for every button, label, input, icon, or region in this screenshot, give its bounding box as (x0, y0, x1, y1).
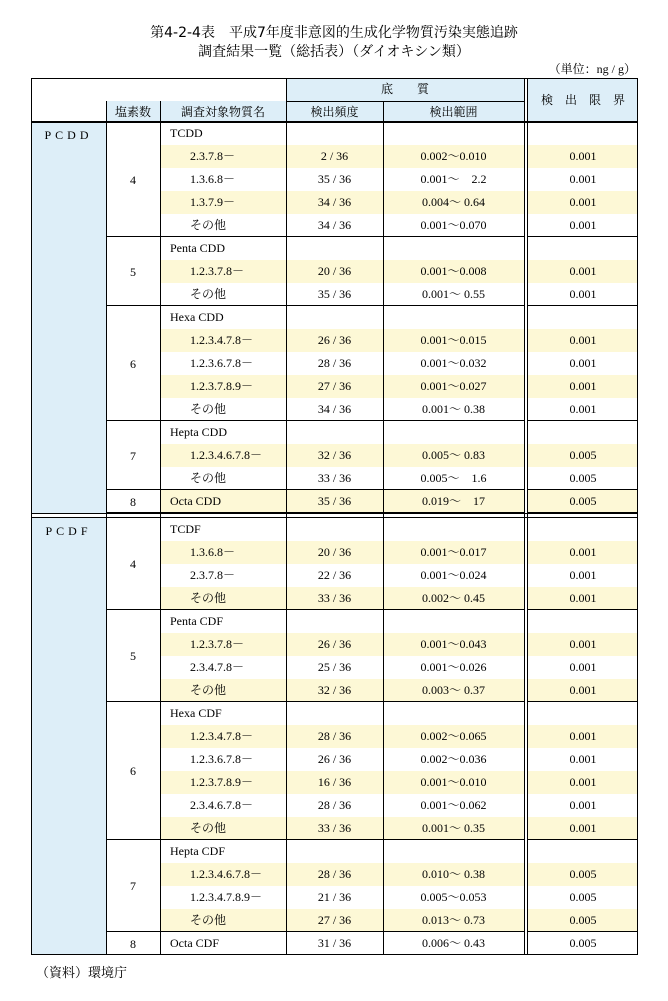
group-divider-limit (528, 420, 638, 421)
substance-name: 1.2.3.4.6.7.8－ (190, 448, 263, 462)
category-band-pcdf (31, 518, 106, 955)
substance-name: 1.2.3.7.8－ (190, 264, 245, 278)
substance-name: その他 (190, 821, 227, 835)
substance-group-label: Penta CDD (170, 241, 225, 255)
detection-frequency: 28 / 36 (317, 867, 352, 881)
detection-frequency: 26 / 36 (317, 752, 352, 766)
substance-name: 1.2.3.7.8.9－ (190, 379, 254, 393)
detection-limit: 0.005 (569, 494, 597, 508)
detection-limit: 0.005 (569, 913, 597, 927)
detection-limit: 0.001 (569, 172, 597, 186)
detection-range: 0.001～0.027 (420, 379, 487, 393)
detection-frequency: 33 / 36 (317, 591, 352, 605)
detection-frequency: 26 / 36 (317, 333, 352, 347)
substance-group-label: TCDD (170, 126, 203, 140)
chlorine-count: 4 (130, 172, 136, 187)
detection-range: 0.001～0.024 (420, 568, 487, 582)
detection-range: 0.001～ 2.2 (420, 172, 487, 186)
group-divider-limit (528, 305, 638, 306)
detection-range: 0.001～0.026 (420, 660, 487, 674)
detection-range: 0.005～0.053 (420, 890, 487, 904)
header-range: 検出範囲 (429, 105, 478, 119)
detection-frequency: 31 / 36 (317, 936, 352, 950)
substance-group-label: TCDF (170, 522, 201, 536)
detection-frequency: 27 / 36 (317, 379, 352, 393)
substance-name: その他 (190, 218, 227, 232)
substance-name: 1.3.7.9－ (190, 195, 236, 209)
detection-range: 0.002～0.010 (420, 149, 487, 163)
detection-frequency: 20 / 36 (317, 264, 352, 278)
header-substance: 調査対象物質名 (180, 105, 265, 119)
table-right-border (637, 78, 638, 955)
detection-range: 0.001～ 0.55 (421, 287, 485, 301)
detection-limit: 0.005 (569, 867, 597, 881)
detection-frequency: 22 / 36 (317, 568, 352, 582)
chlorine-count: 6 (130, 764, 136, 778)
detection-frequency: 26 / 36 (317, 637, 352, 651)
detection-limit: 0.001 (569, 149, 597, 163)
detection-limit: 0.001 (569, 264, 597, 278)
detection-range: 0.001～0.017 (420, 545, 487, 559)
category-separator-bottom (31, 517, 638, 518)
detection-range: 0.004～ 0.64 (421, 195, 485, 209)
category-band-pcdd (31, 122, 106, 513)
column-line (160, 101, 161, 955)
detection-range: 0.001～0.070 (420, 218, 487, 232)
chlorine-count: 5 (130, 649, 136, 663)
substance-name: 1.2.3.6.7.8－ (190, 752, 254, 766)
substance-name: 1.2.3.6.7.8－ (190, 356, 254, 370)
group-divider-limit (528, 931, 638, 932)
detection-range: 0.002～ 0.45 (421, 591, 485, 605)
detection-frequency: 20 / 36 (317, 545, 352, 559)
detection-limit: 0.001 (569, 660, 597, 674)
detection-range: 0.006～ 0.43 (421, 936, 485, 950)
chlorine-count: 4 (130, 557, 136, 571)
detection-frequency: 2 / 36 (320, 149, 349, 163)
substance-group-label: Penta CDF (170, 614, 224, 628)
substance-name: 2.3.4.6.7.8－ (190, 798, 254, 812)
detection-frequency: 21 / 36 (317, 890, 352, 904)
table-title-line2: 調査結果一覧（総括表）（ダイオキシン類） (198, 44, 470, 60)
substance-name: その他 (190, 683, 227, 697)
detection-limit: 0.001 (569, 752, 597, 766)
detection-limit: 0.001 (569, 195, 597, 209)
detection-frequency: 34 / 36 (317, 402, 352, 416)
detection-limit: 0.001 (569, 591, 597, 605)
substance-name: 1.3.6.8－ (190, 172, 236, 186)
unit-label: （単位：ng / g） (548, 62, 636, 76)
substance-name: その他 (190, 402, 227, 416)
substance-name: 2.3.7.8－ (190, 149, 236, 163)
detection-range: 0.003～ 0.37 (421, 683, 485, 697)
substance-group-label: Hepta CDD (170, 425, 227, 439)
chlorine-count: 7 (130, 448, 136, 463)
substance-name: その他 (190, 913, 227, 927)
detection-limit: 0.001 (569, 402, 597, 416)
detection-limit: 0.001 (569, 729, 597, 743)
detection-range: 0.001～ 0.38 (421, 402, 485, 416)
detection-limit: 0.001 (569, 683, 597, 697)
detection-range: 0.002～0.065 (420, 729, 487, 743)
detection-frequency: 28 / 36 (317, 729, 352, 743)
substance-name: その他 (190, 287, 227, 301)
header-chlorine-count: 塩素数 (114, 105, 151, 119)
detection-range: 0.001～0.015 (420, 333, 487, 347)
group-divider-limit (528, 609, 638, 610)
substance-name: 1.2.3.4.6.7.8－ (190, 867, 263, 881)
substance-name: その他 (190, 471, 227, 485)
detection-limit: 0.001 (569, 637, 597, 651)
substance-name: 1.2.3.4.7.8.9－ (190, 890, 263, 904)
detection-limit: 0.001 (569, 775, 597, 789)
column-line (286, 78, 287, 955)
substance-name: 2.3.4.7.8－ (190, 660, 245, 674)
table-left-border (31, 78, 32, 955)
double-line-left (524, 78, 525, 955)
detection-range: 0.001～0.008 (420, 264, 487, 278)
detection-frequency: 35 / 36 (317, 287, 352, 301)
detection-limit: 0.005 (569, 890, 597, 904)
group-divider-limit (528, 839, 638, 840)
substance-name: 1.2.3.4.7.8－ (190, 333, 254, 347)
group-divider (106, 701, 524, 702)
table-bottom-border (31, 954, 638, 955)
column-line (106, 101, 107, 955)
detection-frequency: 35 / 36 (317, 494, 352, 508)
detection-range: 0.005～ 1.6 (420, 471, 487, 485)
detection-frequency: 16 / 36 (317, 775, 352, 789)
detection-frequency: 27 / 36 (317, 913, 352, 927)
substance-group-label: Octa CDD (170, 494, 221, 508)
substance-group-label: Hexa CDF (170, 706, 222, 720)
table-top-border (31, 78, 638, 79)
chlorine-count: 8 (130, 936, 136, 951)
detection-range: 0.019～ 17 (421, 494, 485, 508)
group-divider (106, 609, 524, 610)
detection-frequency: 28 / 36 (317, 798, 352, 812)
detection-frequency: 33 / 36 (317, 471, 352, 485)
header-sediment: 底 質 (380, 82, 429, 96)
detection-frequency: 34 / 36 (317, 195, 352, 209)
substance-name: 2.3.7.8－ (190, 568, 236, 582)
detection-limit: 0.005 (569, 936, 597, 950)
detection-range: 0.001～0.032 (420, 356, 487, 370)
detection-limit: 0.005 (569, 448, 597, 462)
detection-range: 0.001～0.043 (420, 637, 487, 651)
detection-limit: 0.001 (569, 545, 597, 559)
detection-limit: 0.001 (569, 568, 597, 582)
detection-limit: 0.005 (569, 471, 597, 485)
detection-limit: 0.001 (569, 356, 597, 370)
detection-frequency: 34 / 36 (317, 218, 352, 232)
detection-limit: 0.001 (569, 287, 597, 301)
substance-name: 1.2.3.7.8－ (190, 637, 245, 651)
header-frequency: 検出頻度 (310, 105, 359, 119)
detection-range: 0.013～ 0.73 (421, 913, 485, 927)
detection-frequency: 35 / 36 (317, 172, 352, 186)
detection-limit: 0.001 (569, 821, 597, 835)
detection-range: 0.001～ 0.35 (421, 821, 485, 835)
detection-range: 0.001～0.010 (420, 775, 487, 789)
header-mid-line (286, 101, 524, 102)
chlorine-count: 5 (130, 264, 136, 279)
substance-group-label: Hexa CDD (170, 310, 224, 324)
detection-frequency: 32 / 36 (317, 683, 352, 697)
substance-name: 1.3.6.8－ (190, 545, 236, 559)
detection-frequency: 28 / 36 (317, 356, 352, 370)
detection-range: 0.002～0.036 (420, 752, 487, 766)
category-label: PCDD (44, 128, 93, 142)
column-line (383, 101, 384, 955)
detection-range: 0.005～ 0.83 (421, 448, 485, 462)
group-divider-limit (528, 701, 638, 702)
chlorine-count: 6 (130, 356, 136, 371)
chlorine-count: 7 (130, 879, 136, 893)
detection-range: 0.010～ 0.38 (421, 867, 485, 881)
double-line-right (527, 78, 528, 955)
group-divider (106, 931, 524, 932)
substance-name: 1.2.3.7.8.9－ (190, 775, 254, 789)
group-divider-limit (528, 236, 638, 237)
header-bottom-border (31, 121, 638, 123)
substance-name: 1.2.3.4.7.8－ (190, 729, 254, 743)
substance-name: その他 (190, 591, 227, 605)
detection-limit: 0.001 (569, 798, 597, 812)
detection-limit: 0.001 (569, 218, 597, 232)
group-divider (106, 839, 524, 840)
group-divider (106, 420, 524, 421)
substance-group-label: Octa CDF (170, 936, 219, 950)
detection-limit: 0.001 (569, 333, 597, 347)
category-separator-top (31, 513, 638, 514)
group-divider (106, 305, 524, 306)
detection-limit: 0.001 (569, 379, 597, 393)
detection-frequency: 32 / 36 (317, 448, 352, 462)
substance-group-label: Hepta CDF (170, 844, 225, 858)
table-title-line1: 第4-2-4表 平成7年度非意図的生成化学物質汚染実態追跡 (150, 25, 518, 41)
detection-frequency: 25 / 36 (317, 660, 352, 674)
category-label: PCDF (45, 524, 92, 538)
detection-frequency: 33 / 36 (317, 821, 352, 835)
source-note: （資料）環境庁 (36, 965, 128, 980)
group-divider (106, 236, 524, 237)
detection-range: 0.001～0.062 (420, 798, 487, 812)
header-detection-limit: 検 出 限 界 (540, 93, 625, 107)
chlorine-count: 8 (130, 494, 136, 509)
